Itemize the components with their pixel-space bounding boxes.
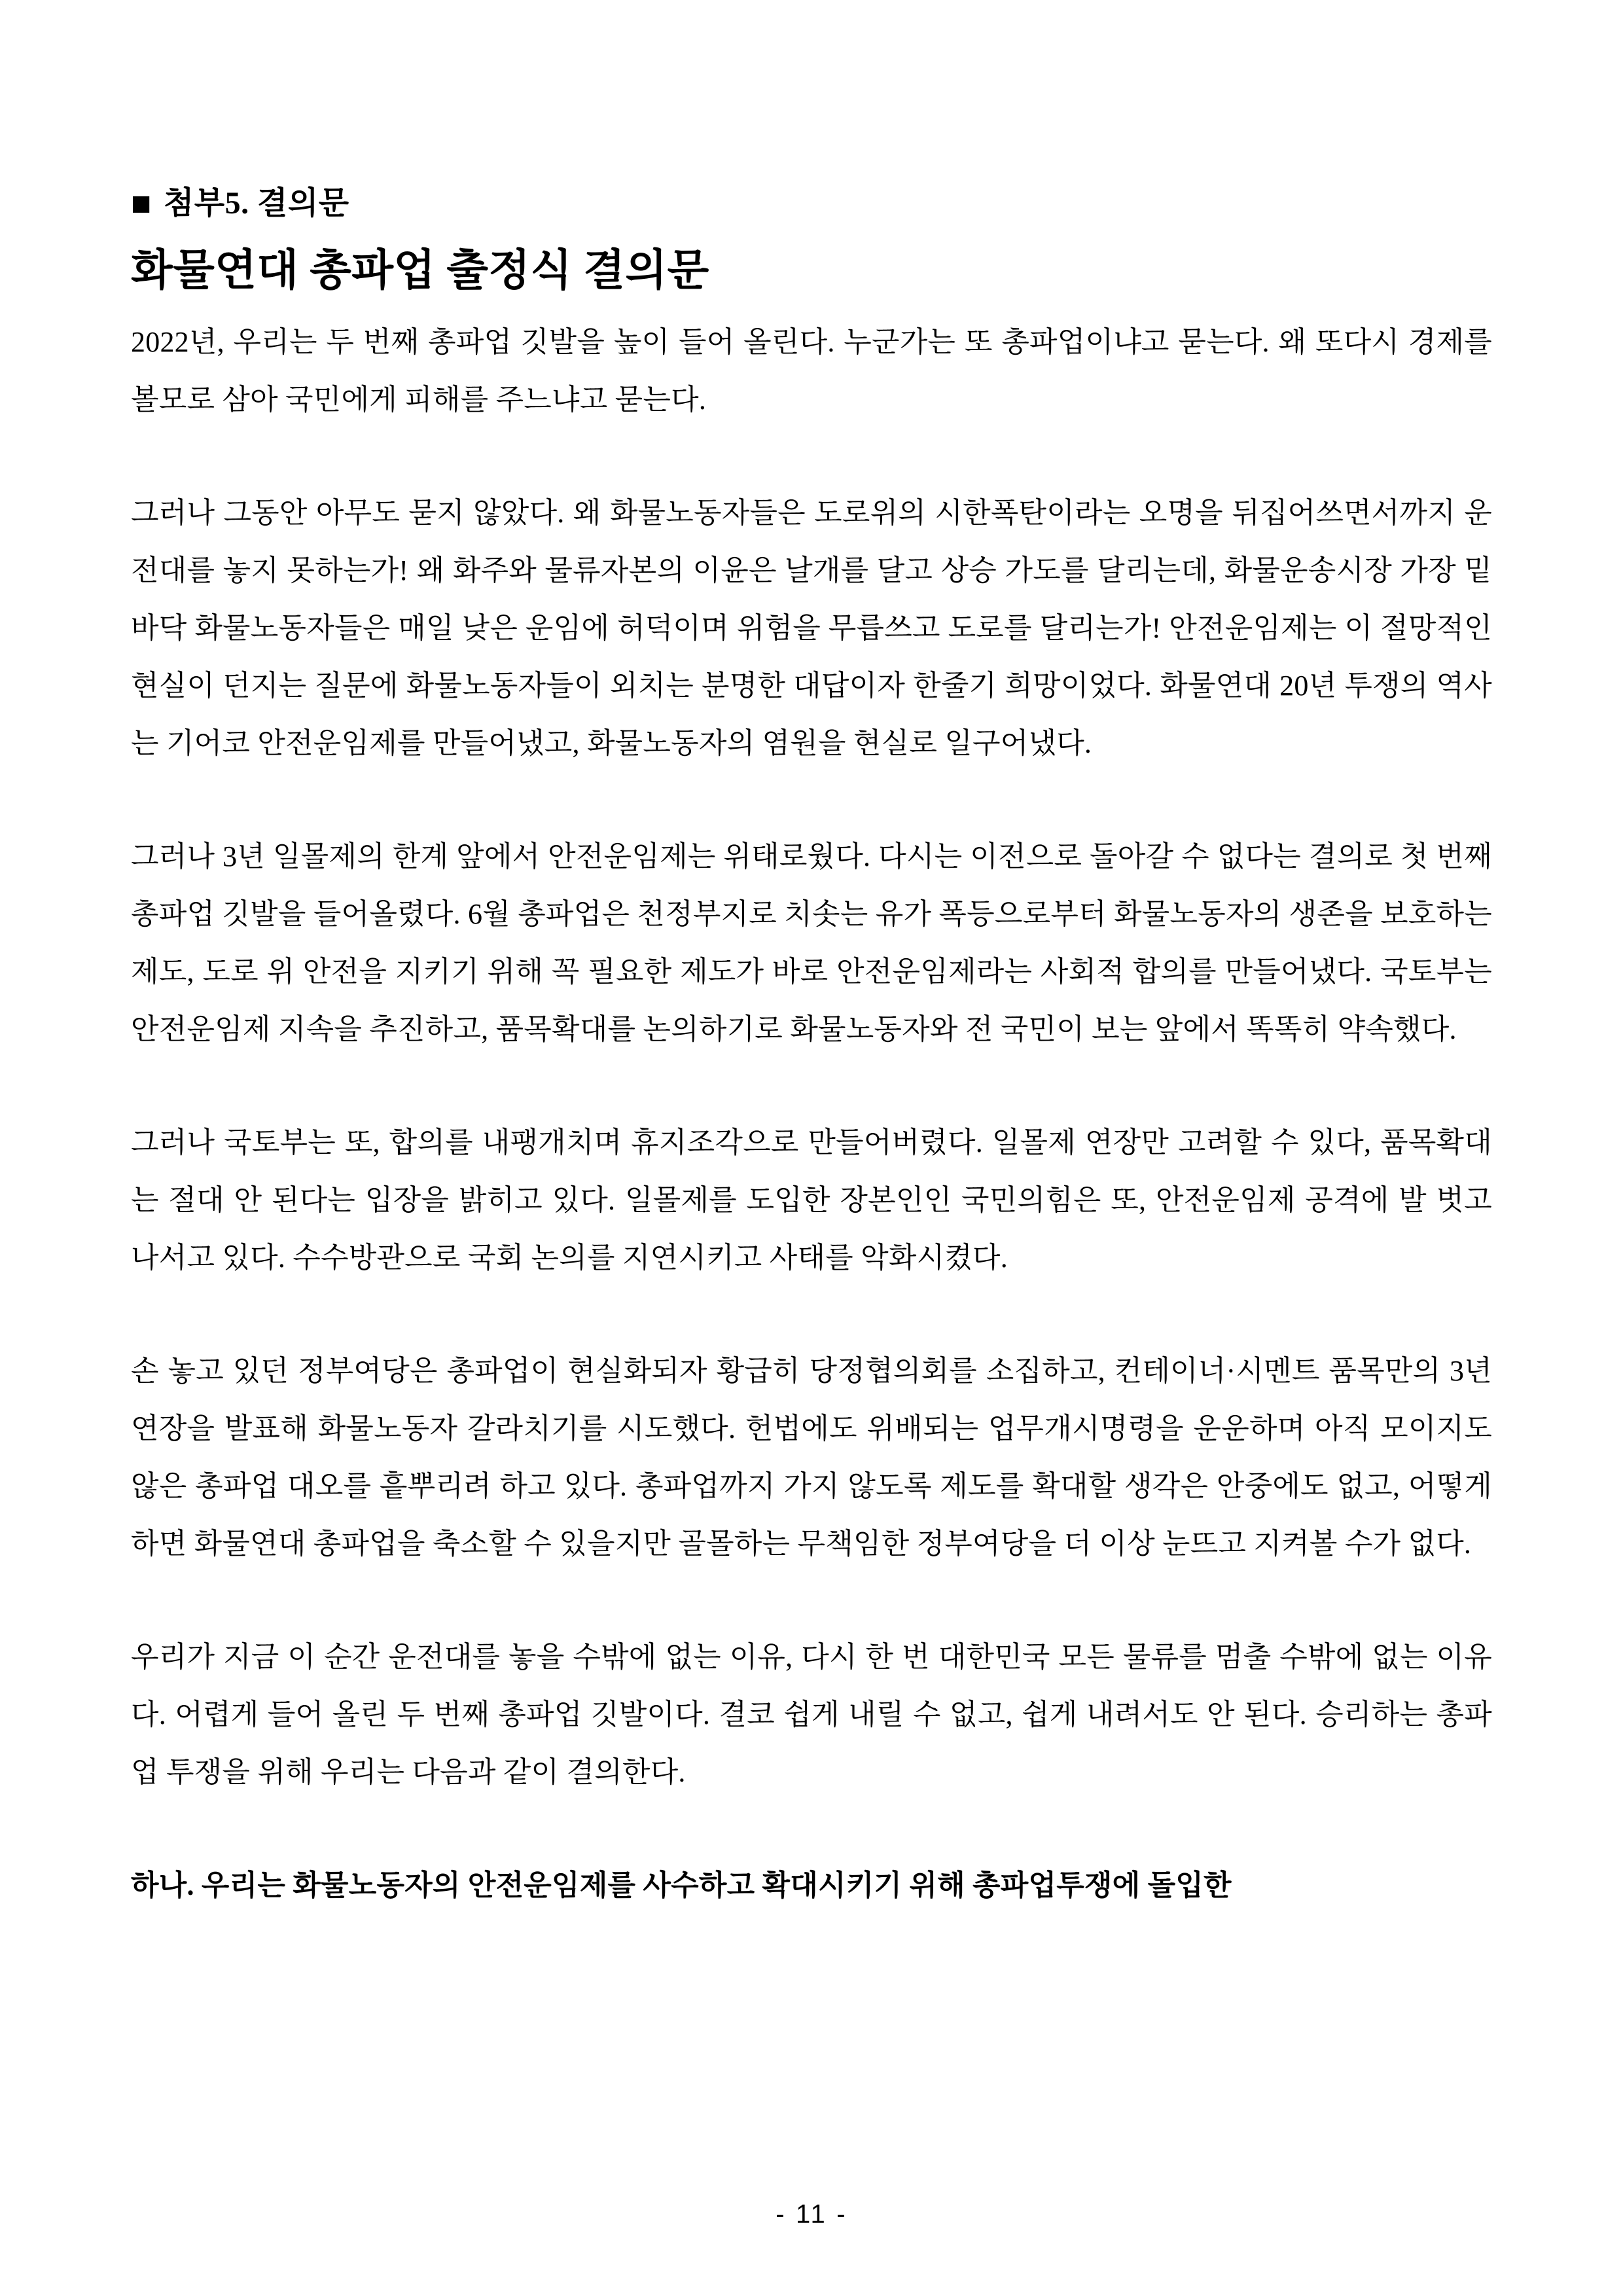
page-title: 화물연대 총파업 출정식 결의문 — [131, 247, 709, 295]
page-number: - 11 - — [776, 2200, 847, 2229]
body-paragraph: 그러나 그동안 아무도 묻지 않았다. 왜 화물노동자들은 도로위의 시한폭탄이라는 오명을 뒤집어쓰면서까지 운전대를 놓지 못하는가! 왜 화주와 물류자본의 이윤은 날개를 달고 상승 가도를 달리는데, 화물운송시장 가장 밑바닥 화물노동자들은 매일 낮은 운임에 허덕이며 위험을 무릅쓰고 도로를 달리는가! 안전운임제는 이 절망적인 현실이 던지는 질문에 화물노동자들이 외치는 분명한 대답이자 한줄기 희망이었다. 화물연대 20년 투쟁의 역사는 기어코 안전운임제를 만들어냈고, 화물노동자의 염원을 현실로 일구어냈다. — [131, 497, 1492, 759]
body-paragraph: 2022년, 우리는 두 번째 총파업 깃발을 높이 들어 올린다. 누군가는 또 총파업이냐고 묻는다. 왜 또다시 경제를 볼모로 삼아 국민에게 피해를 주느냐고 묻는다. — [131, 326, 1492, 416]
body-paragraph: 우리가 지금 이 순간 운전대를 놓을 수밖에 없는 이유, 다시 한 번 대한민국 모든 물류를 멈출 수밖에 없는 이유다. 어렵게 들어 올린 두 번째 총파업 깃발이다. 결코 쉽게 내릴 수 없고, 쉽게 내려서도 안 된다. 승리하는 총파업 투쟁을 위해 우리는 다음과 같이 결의한다. — [131, 1641, 1492, 1788]
attachment-header-label: 첨부5. 결의문 — [163, 186, 349, 221]
body-paragraph: 그러나 3년 일몰제의 한계 앞에서 안전운임제는 위태로웠다. 다시는 이전으로 돌아갈 수 없다는 결의로 첫 번째 총파업 깃발을 들어올렸다. 6월 총파업은 천정부지로 치솟는 유가 폭등으로부터 화물노동자의 생존을 보호하는 제도, 도로 위 안전을 지키기 위해 꼭 필요한 제도가 바로 안전운임제라는 사회적 합의를 만들어냈다. 국토부는 안전운임제 지속을 추진하고, 품목확대를 논의하기로 화물노동자와 전 국민이 보는 앞에서 똑똑히 약속했다. — [131, 840, 1492, 1045]
body-paragraph: 손 놓고 있던 정부여당은 총파업이 현실화되자 황급히 당정협의회를 소집하고, 컨테이너·시멘트 품목만의 3년 연장을 발표해 화물노동자 갈라치기를 시도했다. 헌법에도 위배되는 업무개시명령을 운운하며 아직 모이지도 않은 총파업 대오를 흩뿌리려 하고 있다. 총파업까지 가지 않도록 제도를 확대할 생각은 안중에도 없고, 어떻게 하면 화물연대 총파업을 축소할 수 있을지만 골몰하는 무책임한 정부여당을 더 이상 눈뜨고 지켜볼 수가 없다. — [131, 1355, 1492, 1560]
body-paragraphs — [131, 314, 1492, 1801]
square-bullet-icon: ■ — [131, 185, 152, 223]
body-paragraph: 그러나 국토부는 또, 합의를 내팽개치며 휴지조각으로 만들어버렸다. 일몰제 연장만 고려할 수 있다, 품목확대는 절대 안 된다는 입장을 밝히고 있다. 일몰제를 도입한 장본인인 국민의힘은 또, 안전운임제 공격에 발 벗고 나서고 있다. 수수방관으로 국회 논의를 지연시키고 사태를 악화시켰다. — [131, 1126, 1492, 1274]
resolution-item-paragraph: 하나. 우리는 화물노동자의 안전운임제를 사수하고 확대시키기 위해 총파업투쟁에 돌입한 — [131, 1869, 1232, 1901]
resolution-body — [131, 314, 1492, 1914]
attachment-header — [131, 185, 1492, 223]
